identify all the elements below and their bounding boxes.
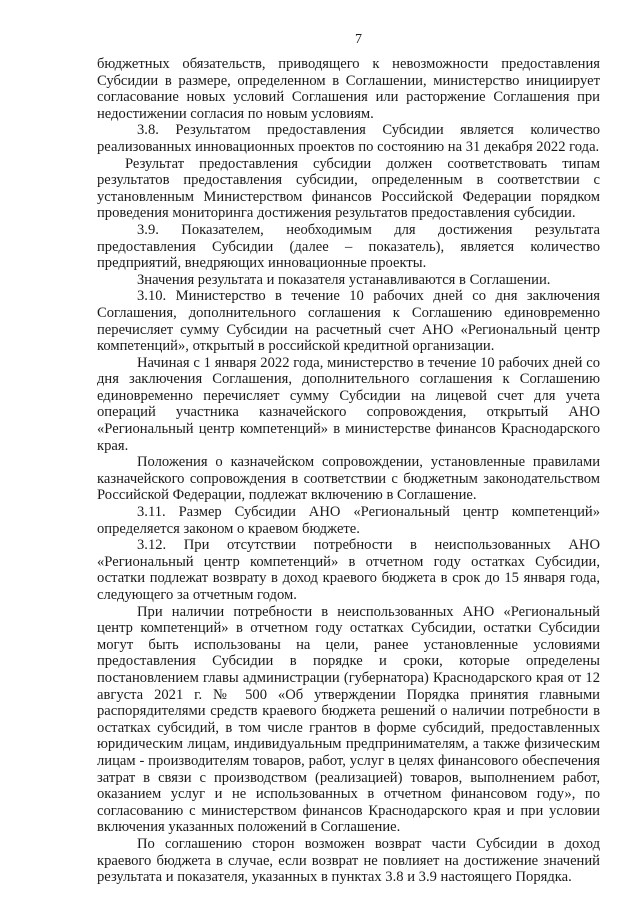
paragraph-3-10: 3.10. Министерство в течение 10 рабочих дней со дня заключения Соглашения, дополнительного соглашения к Соглашению единовременно перечисляет сумму Субсидии на расчетный счет АНО «Региональный центр компетенций», открытый в российской кредитной организации. [97,288,600,355]
paragraph-3-8: 3.8. Результатом предоставления Субсидии является количество реализованных инновационных проектов по состоянию на 31 декабря 2022 года. [97,122,600,155]
paragraph-3-9: 3.9. Показателем, необходимым для достижения результата предоставления Субсидии (далее – показатель), является количество предприятий, внедряющих инновационные проекты. [97,221,600,272]
paragraph-remaining-funds-use: При наличии потребности в неиспользованных АНО «Региональный центр компетенций» в отчетном году остатках Субсидии, остатки Субсидии могут быть использованы на цели, ранее установленные условиями предоставления Субсидии в порядке и сроки, которые определены постановлением главы администрации (губернатора) Краснодарского края от 12 августа 2021 г. № 500 «Об утверждении Порядка принятия главными распорядителями средств краевого бюджета решений о наличии потребности в остатках субсидий, в том числе грантов в форме субсидий, предоставленных юридическим лицам, индивидуальным предпринимателям, а также физическим лицам - производителям товаров, работ, услуг в целях финансового обеспечения затрат в связи с производством (реализацией) товаров, выполнением работ, оказанием услуг и не использованных в отчетном финансовом году», по согласованию с министерством финансов Краснодарского края и при условии включения указанных положений в Соглашение. [97,603,600,836]
paragraph-budget-obligations: бюджетных обязательств, приводящего к невозможности предоставления Субсидии в размере, определенном в Соглашении, министерство инициирует согласование новых условий Соглашения или расторжение Соглашения при недостижении согласия по новым условиям. [97,56,600,122]
page-number: 7 [355,32,362,47]
paragraph-result-types: Результат предоставления субсидии должен соответствовать типам результатов предоставления субсидии, определенным в соответствии с установленным Министерством финансов Российской Федерации порядком проведения мониторинга достижения результатов предоставления субсидии. [97,155,600,222]
paragraph-3-11: 3.11. Размер Субсидии АНО «Региональный центр компетенций» определяется законом о краевом бюджете. [97,504,600,537]
paragraph-from-january-2022: Начиная с 1 января 2022 года, министерство в течение 10 рабочих дней со дня заключения Соглашения, дополнительного соглашения к Соглашению единовременно перечисляет сумму Субсидии на лицевой счет для учета операций участника казначейского сопровождения, открытый АНО «Региональный центр компетенций» в министерстве финансов Краснодарского края. [97,354,600,454]
paragraph-values-in-agreement: Значения результата и показателя устанавливаются в Соглашении. [137,271,551,288]
paragraph-3-12: 3.12. При отсутствии потребности в неиспользованных АНО «Региональный центр компетенций» в отчетном году остатках Субсидии, остатки подлежат возврату в доход краевого бюджета в срок до 15 января года, следующего за отчетным годом. [97,537,600,603]
paragraph-partial-return: По соглашению сторон возможен возврат части Субсидии в доход краевого бюджета в случае, если возврат не повлияет на достижение значений результата и показателя, указанных в пунктах 3.8 и 3.9 настоящего Порядка. [97,835,600,886]
paragraph-treasury-support: Положения о казначейском сопровождении, установленные правилами казначейского сопровождения в соответствии с бюджетным законодательством Российской Федерации, подлежат включению в Соглашение. [97,454,600,504]
